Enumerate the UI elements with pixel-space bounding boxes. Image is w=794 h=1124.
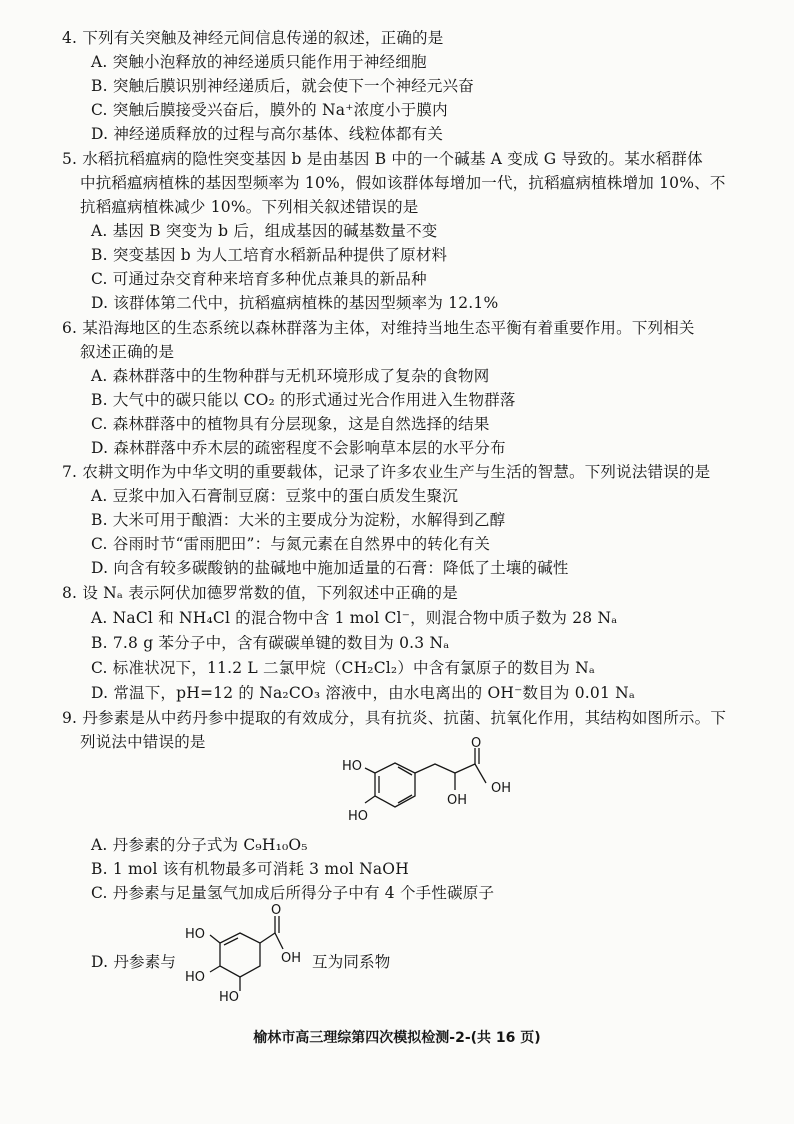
bond-acid-oh	[275, 933, 283, 949]
question-7-option-d: D. 向含有较多碳酸钠的盐碱地中施加适量的石膏：降低了土壤的碱性	[91, 559, 569, 577]
question-4-option-d: D. 神经递质释放的过程与高尔基体、线粒体都有关	[91, 125, 444, 143]
ho-label-2: HO	[185, 970, 206, 985]
bond-ho-1	[210, 935, 220, 943]
question-6-option-d: D. 森林群落中乔木层的疏密程度不会影响草本层的水平分布	[91, 439, 506, 457]
oh-label-acid: OH	[281, 951, 302, 966]
question-4-stem: 4. 下列有关突触及神经元间信息传递的叙述，正确的是	[62, 29, 444, 47]
ho-label-1: HO	[185, 927, 206, 942]
question-4-option-b: B. 突触后膜识别神经递质后，就会使下一个神经元兴奋	[91, 77, 474, 95]
question-5-stem-line1: 5. 水稻抗稻瘟病的隐性突变基因 b 是由基因 B 中的一个碱基 A 变成 G 导致的。某水稻群体	[62, 150, 703, 168]
ho-label-3: HO	[219, 990, 240, 1005]
ho-label-bottom: HO	[348, 809, 369, 824]
question-8-stem: 8. 设 Nₐ 表示阿伏加德罗常数的值，下列叙述中正确的是	[62, 584, 458, 602]
bond-carboxyl	[260, 933, 275, 943]
question-9-option-b: B. 1 mol 该有机物最多可消耗 3 mol NaOH	[91, 860, 409, 878]
page-footer: 榆林市高三理综第四次模拟检测-2-(共 16 页)	[253, 1030, 541, 1046]
question-8-option-b: B. 7.8 g 苯分子中，含有碳碳单键的数目为 0.3 Nₐ	[91, 634, 450, 652]
question-9-stem-line2: 列说法中错误的是	[80, 733, 206, 751]
bond-ho-top	[365, 768, 375, 773]
question-8-option-a: A. NaCl 和 NH₄Cl 的混合物中含 1 mol Cl⁻，则混合物中质子数为 28 Nₐ	[91, 609, 618, 627]
cyclohexene-ring	[220, 933, 260, 977]
ring-double-bond	[224, 938, 238, 945]
question-7-option-c: C. 谷雨时节“雷雨肥田”：与氮元素在自然界中的转化有关	[91, 535, 491, 553]
question-9-stem-line1: 9. 丹参素是从中药丹参中提取的有效成分，具有抗炎、抗菌、抗氧化作用，其结构如图所示。下	[62, 709, 727, 727]
question-5-stem-line3: 抗稻瘟病植株减少 10%。下列相关叙述错误的是	[80, 198, 419, 216]
question-8-option-c: C. 标准状况下，11.2 L 二氯甲烷（CH₂Cl₂）中含有氯原子的数目为 Nₐ	[91, 659, 596, 677]
question-5-option-a: A. 基因 B 突变为 b 后，组成基因的碱基数量不变	[91, 222, 438, 240]
cyclohexene-acid-structure	[180, 905, 320, 1005]
danshensu-structure	[340, 738, 540, 833]
bond-ho-bottom	[365, 796, 375, 803]
question-5-stem-line2: 中抗稻瘟病植株的基因型频率为 10%，假如该群体每增加一代，抗稻瘟病植株增加 10%、不	[80, 174, 726, 192]
question-9-option-c: C. 丹参素与足量氢气加成后所得分子中有 4 个手性碳原子	[91, 884, 495, 902]
question-7-option-a: A. 豆浆中加入石膏制豆腐：豆浆中的蛋白质发生聚沉	[91, 487, 459, 505]
question-6-option-b: B. 大气中的碳只能以 CO₂ 的形式通过光合作用进入生物群落	[91, 391, 516, 409]
question-9-option-d-suffix: 互为同系物	[312, 953, 391, 971]
bond-acid-oh	[475, 764, 486, 783]
question-9-option-d-prefix: D. 丹参素与	[91, 953, 177, 971]
bond-ho-2	[210, 966, 220, 972]
oh-label-alpha: OH	[447, 793, 468, 808]
question-9-option-a: A. 丹参素的分子式为 C₉H₁₀O₅	[91, 836, 308, 854]
question-4-option-a: A. 突触小泡释放的神经递质只能作用于神经细胞	[91, 53, 427, 71]
question-6-stem-line1: 6. 某沿海地区的生态系统以森林群落为主体，对维持当地生态平衡有着重要作用。下列相关	[62, 319, 695, 337]
question-4-option-c: C. 突触后膜接受兴奋后，膜外的 Na⁺浓度小于膜内	[91, 101, 448, 119]
ho-label-top: HO	[342, 759, 363, 774]
o-label-carbonyl: O	[471, 736, 482, 751]
question-8-option-d: D. 常温下，pH=12 的 Na₂CO₃ 溶液中，由水电离出的 OH⁻数目为 0.01 Nₐ	[91, 684, 636, 702]
question-5-option-c: C. 可通过杂交育种来培育多种优点兼具的新品种	[91, 270, 427, 288]
benzene-ring	[375, 763, 415, 807]
side-chain-bonds	[415, 764, 475, 773]
o-label-carbonyl: O	[271, 903, 282, 918]
question-6-option-a: A. 森林群落中的生物种群与无机环境形成了复杂的食物网	[91, 367, 490, 385]
oh-label-acid: OH	[491, 781, 512, 796]
question-7-option-b: B. 大米可用于酿酒：大米的主要成分为淀粉，水解得到乙醇	[91, 511, 506, 529]
question-6-option-c: C. 森林群落中的植物具有分层现象，这是自然选择的结果	[91, 415, 490, 433]
question-5-option-d: D. 该群体第二代中，抗稻瘟病植株的基因型频率为 12.1%	[91, 294, 499, 312]
question-7-stem: 7. 农耕文明作为中华文明的重要载体，记录了许多农业生产与生活的智慧。下列说法错误的是	[62, 463, 711, 481]
question-6-stem-line2: 叙述正确的是	[80, 343, 175, 361]
question-5-option-b: B. 突变基因 b 为人工培育水稻新品种提供了原材料	[91, 246, 448, 264]
